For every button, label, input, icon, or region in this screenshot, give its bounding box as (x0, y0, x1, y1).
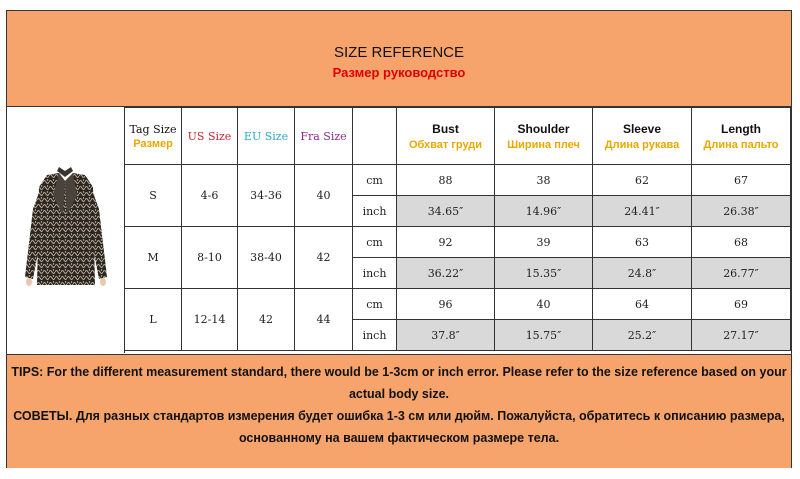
eu-size-cell: 34-36 (238, 165, 295, 227)
unit-cell: inch (353, 196, 397, 227)
tips-russian: СОВЕТЫ. Для разных стандартов измерения будет ошибка 1-3 см или дюйм. Пожалуйста, обратитесь к описанию размера, основанному на вашем фактическом размере тела. (13, 409, 785, 445)
us-size-cell: 4-6 (182, 165, 238, 227)
size-table (124, 107, 791, 351)
sleeve-cell: 24.8″ (593, 258, 692, 289)
fra-size-header: Fra Size (295, 108, 353, 165)
sleeve-cell: 64 (593, 289, 692, 320)
page-title: SIZE REFERENCE (333, 44, 465, 61)
shoulder-cell: 40 (495, 289, 593, 320)
shoulder-cell: 15.35″ (495, 258, 593, 289)
sleeve-cell: 62 (593, 165, 692, 196)
tag-size-cell: M (125, 227, 182, 289)
length-cell: 27.17″ (692, 320, 791, 351)
length-cell: 68 (692, 227, 791, 258)
tag-size-cell: S (125, 165, 182, 227)
length-cell: 26.77″ (692, 258, 791, 289)
bust-cell: 96 (397, 289, 495, 320)
title-banner (7, 11, 791, 107)
fra-size-cell: 44 (295, 289, 353, 351)
product-photo (7, 107, 125, 353)
bust-header: Bust Обхват груди (397, 108, 495, 165)
unit-cell: inch (353, 258, 397, 289)
table-row (125, 227, 791, 258)
sleeve-cell: 24.41″ (593, 196, 692, 227)
size-chart (6, 10, 792, 468)
us-size-cell: 8-10 (182, 227, 238, 289)
unit-cell: cm (353, 227, 397, 258)
length-cell: 69 (692, 289, 791, 320)
tag-size-header: Tag Size Размер (125, 108, 182, 165)
us-size-header: US Size (182, 108, 238, 165)
length-cell: 67 (692, 165, 791, 196)
sleeve-cell: 25.2″ (593, 320, 692, 351)
fra-size-cell: 42 (295, 227, 353, 289)
shoulder-cell: 38 (495, 165, 593, 196)
unit-header (353, 108, 397, 165)
jacket-photo-icon (7, 107, 124, 353)
page-subtitle: Размер руководство (332, 65, 466, 80)
bust-cell: 92 (397, 227, 495, 258)
tips-english: TIPS: For the different measurement standard, there would be 1-3cm or inch error. Please refer to the size reference based on your actual body size. (11, 365, 787, 401)
eu-size-header: EU Size (238, 108, 295, 165)
bust-cell: 34.65″ (397, 196, 495, 227)
sleeve-cell: 63 (593, 227, 692, 258)
bust-cell: 88 (397, 165, 495, 196)
unit-cell: cm (353, 289, 397, 320)
tag-size-cell: L (125, 289, 182, 351)
shoulder-cell: 15.75″ (495, 320, 593, 351)
tips-banner (7, 354, 791, 468)
shoulder-cell: 39 (495, 227, 593, 258)
eu-size-cell: 38-40 (238, 227, 295, 289)
bust-cell: 36.22″ (397, 258, 495, 289)
length-header: Length Длина пальто (692, 108, 791, 165)
table-row (125, 289, 791, 320)
us-size-cell: 12-14 (182, 289, 238, 351)
shoulder-cell: 14.96″ (495, 196, 593, 227)
table-row (125, 165, 791, 196)
sleeve-header: Sleeve Длина рукава (593, 108, 692, 165)
bust-cell: 37.8″ (397, 320, 495, 351)
eu-size-cell: 42 (238, 289, 295, 351)
unit-cell: cm (353, 165, 397, 196)
header-row (125, 108, 791, 165)
shoulder-header: Shoulder Ширина плеч (495, 108, 593, 165)
fra-size-cell: 40 (295, 165, 353, 227)
length-cell: 26.38″ (692, 196, 791, 227)
unit-cell: inch (353, 320, 397, 351)
